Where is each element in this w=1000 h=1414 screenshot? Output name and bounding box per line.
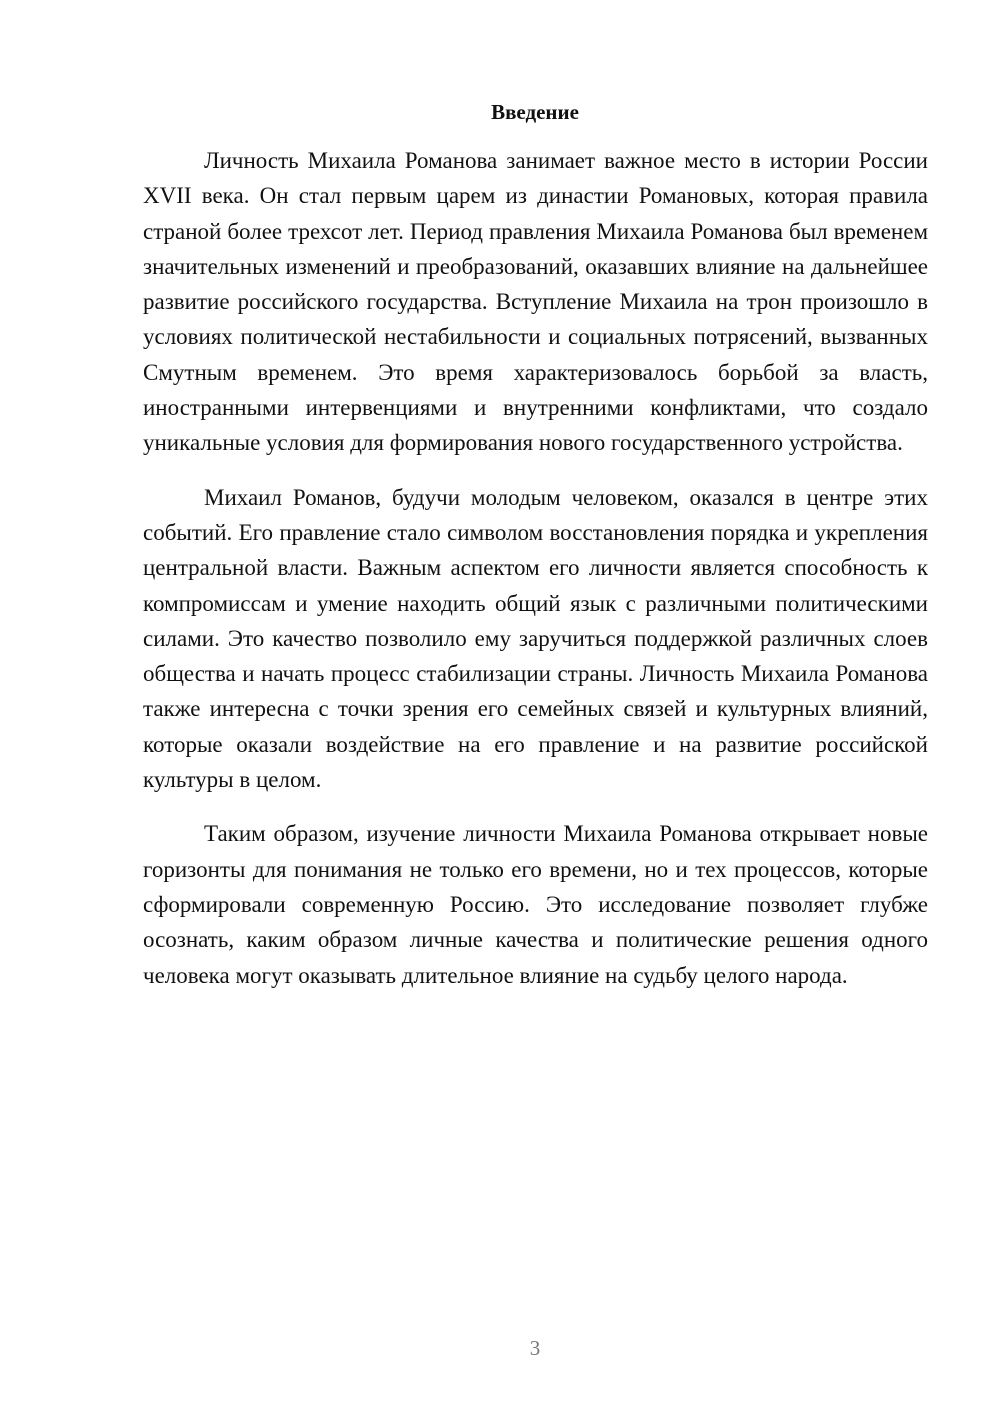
paragraph-3: Таким образом, изучение личности Михаила Романова открывает новые горизонты для понимания не только его времени, но и тех процессов, которые сформировали современную Россию. Это исследование позволяет глубже осознать, каким образом личные качества и политические решения одного человека могут оказывать длительное влияние на судьбу целого народа. <box>143 821 928 988</box>
section-title: Введение <box>491 100 579 124</box>
paragraph-1: Личность Михаила Романова занимает важное место в истории России XVII века. Он стал первым царем из династии Романовых, которая правила страной более трехсот лет. Период правления Михаила Романова был временем значительных изменений и преобразований, оказавших влияние на дальнейшее развитие российского государства. Вступление Михаила на трон произошло в условиях политической нестабильности и социальных потрясений, вызванных Смутным временем. Это время характеризовалось борьбой за власть, иностранными интервенциями и внутренними конфликтами, что создало уникальные условия для формирования нового государственного устройства. <box>143 148 928 456</box>
paragraph-2: Михаил Романов, будучи молодым человеком, оказался в центре этих событий. Его правление стало символом восстановления порядка и укрепления центральной власти. Важным аспектом его личности является способность к компромиссам и умение находить общий язык с различными политическими силами. Это качество позволило ему заручиться поддержкой различных слоев общества и начать процесс стабилизации страны. Личность Михаила Романова также интересна с точки зрения его семейных связей и культурных влияний, которые оказали воздействие на его правление и на развитие российской культуры в целом. <box>143 484 928 793</box>
body-text <box>143 143 928 993</box>
page-number: 3 <box>529 1336 541 1360</box>
